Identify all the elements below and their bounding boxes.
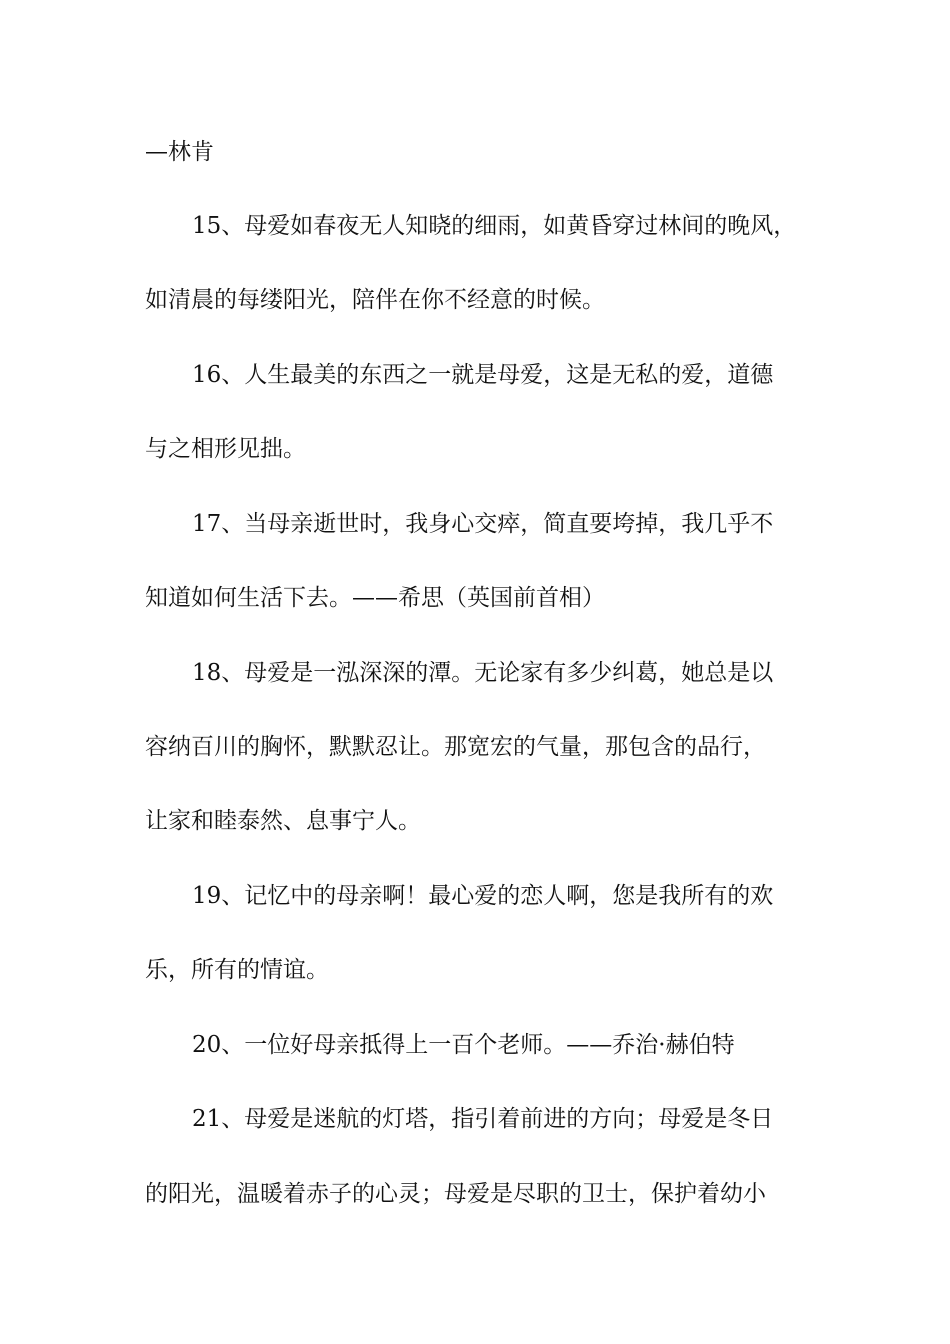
quote-18-line-1: 18、母爱是一泓深深的潭。无论家有多少纠葛，她总是以	[192, 660, 774, 686]
quote-16-line-1: 16、人生最美的东西之一就是母爱，这是无私的爱，道德	[192, 362, 774, 388]
quote-15-line-1: 15、母爱如春夜无人知晓的细雨，如黄昏穿过林间的晚风，	[192, 213, 797, 239]
quote-16-line-2: 与之相形见拙。	[145, 436, 306, 462]
quote-17-line-2: 知道如何生活下去。——希思（英国前首相）	[145, 585, 605, 611]
quote-18-line-3: 让家和睦泰然、息事宁人。	[145, 808, 421, 834]
text-line-attribution: —林肯	[145, 139, 214, 165]
quote-15-line-2: 如清晨的每缕阳光，陪伴在你不经意的时候。	[145, 287, 605, 313]
quote-21-line-1: 21、母爱是迷航的灯塔，指引着前进的方向；母爱是冬日	[192, 1106, 774, 1132]
quote-21-line-2: 的阳光，温暖着赤子的心灵；母爱是尽职的卫士，保护着幼小	[145, 1181, 766, 1207]
quote-19-line-2: 乐，所有的情谊。	[145, 957, 329, 983]
quote-18-line-2: 容纳百川的胸怀，默默忍让。那宽宏的气量，那包含的品行，	[145, 734, 766, 760]
quote-17-line-1: 17、当母亲逝世时，我身心交瘁，简直要垮掉，我几乎不	[192, 511, 774, 537]
quote-19-line-1: 19、记忆中的母亲啊！最心爱的恋人啊，您是我所有的欢	[192, 883, 774, 909]
quote-20-line-1: 20、一位好母亲抵得上一百个老师。——乔治·赫伯特	[192, 1032, 735, 1058]
